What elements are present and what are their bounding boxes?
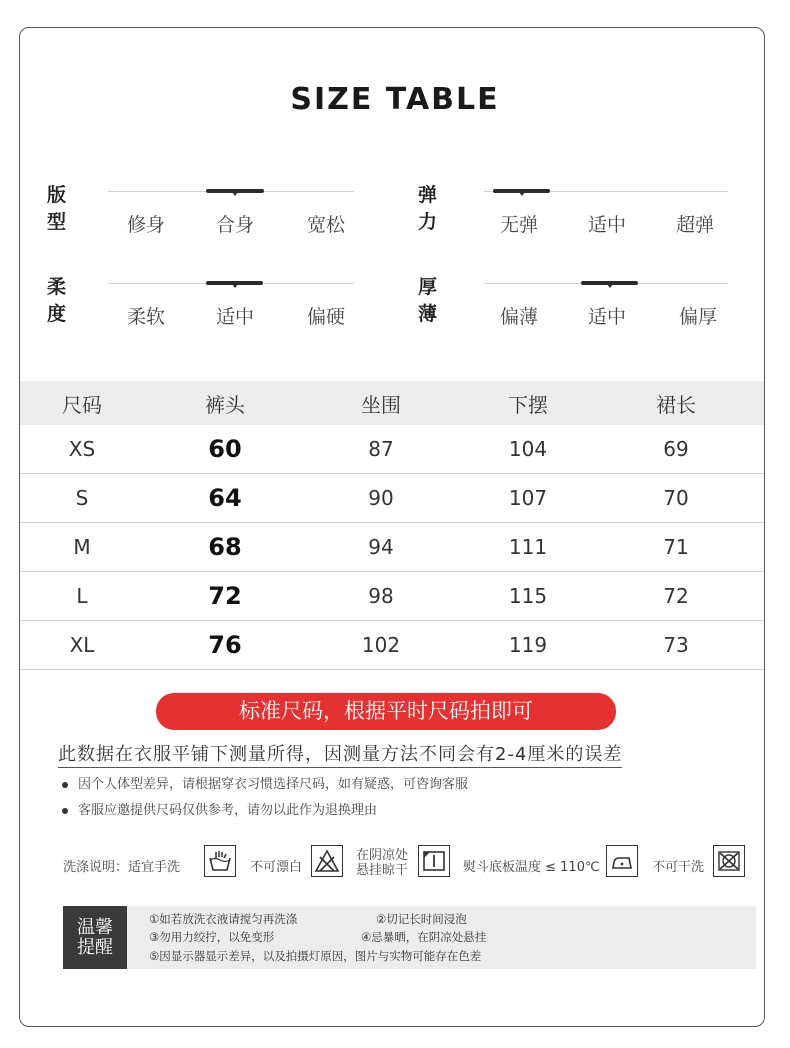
- bullet-dot: [62, 808, 68, 814]
- hip-cell: 102: [361, 633, 401, 657]
- table-row: [20, 474, 764, 523]
- tip-item: ③勿用力绞拧，以免变形: [149, 930, 275, 944]
- bullet-text: 因个人体型差异，请根据穿衣习惯选择尺码，如有疑惑，可咨询客服: [78, 777, 469, 792]
- no-dry-clean-icon: [713, 845, 745, 877]
- iron-icon: [606, 845, 638, 877]
- size-cell: XS: [68, 437, 96, 461]
- hip-cell: 87: [368, 437, 394, 461]
- washing-label-text: 洗涤说明：: [63, 860, 129, 875]
- length-cell: 71: [663, 535, 689, 559]
- attribute-label: 柔度: [47, 276, 67, 325]
- attribute-option: 适中: [587, 306, 626, 328]
- header-hem: 下摆: [508, 392, 548, 417]
- washing-text: 适宜手洗: [128, 860, 181, 875]
- waist-cell: 68: [208, 533, 242, 561]
- attribute-option: 柔软: [126, 306, 165, 328]
- scale-marker: [206, 189, 264, 193]
- waist-cell: 64: [208, 484, 242, 512]
- hem-cell: 104: [508, 437, 548, 461]
- waist-cell: 72: [208, 582, 242, 610]
- attribute-option: 偏硬: [306, 306, 345, 328]
- measurement-note: 此数据在衣服平铺下测量所得，因测量方法不同会有2-4厘米的误差: [58, 740, 622, 768]
- tip-item: ②切记长时间浸泡: [376, 912, 467, 926]
- attribute-option: 合身: [215, 214, 254, 236]
- tip-item: ④忌暴晒，在阴凉处悬挂: [361, 930, 487, 944]
- hem-cell: 111: [508, 535, 548, 559]
- washing-text-line: 在阴凉处: [356, 848, 409, 863]
- length-cell: 73: [663, 633, 689, 657]
- table-row: [20, 425, 764, 474]
- size-table: [20, 381, 764, 670]
- scale-marker: [206, 281, 263, 285]
- hem-cell: 119: [508, 633, 548, 657]
- size-cell: XL: [69, 633, 95, 657]
- washing-text: 不可干洗: [652, 860, 705, 875]
- bullet-item: [62, 799, 377, 818]
- hem-cell: 115: [508, 584, 548, 608]
- attribute-option: 偏厚: [678, 306, 717, 328]
- attribute-option: 无弹: [499, 214, 538, 236]
- bullet-item: [62, 773, 468, 792]
- header-waist: 裤头: [205, 392, 245, 417]
- washing-text: [356, 848, 408, 878]
- table-header: [20, 381, 764, 425]
- scale-marker: [581, 281, 638, 285]
- table-row: [20, 523, 764, 572]
- hand-wash-icon: [204, 845, 236, 877]
- tips-label-line: 温馨: [77, 916, 113, 938]
- hip-cell: 94: [368, 535, 394, 559]
- size-cell: L: [76, 584, 88, 608]
- tip-item: ①如若放洗衣液请搅匀再洗涤: [149, 912, 298, 926]
- attribute-option: 适中: [215, 306, 254, 328]
- attribute-option: 宽松: [306, 214, 345, 236]
- washing-text: 不可漂白: [250, 860, 303, 875]
- table-row: [20, 572, 764, 621]
- shade-dry-icon: [418, 845, 450, 877]
- size-advice-banner: 标准尺码，根据平时尺码拍即可: [156, 693, 616, 730]
- washing-label: [63, 856, 180, 875]
- attribute-label: 厚薄: [418, 276, 438, 325]
- size-cell: S: [75, 486, 89, 510]
- attribute-label: 弹力: [418, 184, 438, 233]
- size-cell: M: [73, 535, 91, 559]
- header-hip: 坐围: [361, 392, 401, 417]
- tips-label: [63, 906, 127, 969]
- header-size: 尺码: [62, 392, 102, 417]
- page-title: SIZE TABLE: [290, 82, 500, 117]
- tips-label-line: 提醒: [77, 936, 113, 958]
- attribute-option: 适中: [587, 214, 626, 236]
- bullet-text: 客服应邀提供尺码仅供参考，请勿以此作为退换理由: [78, 803, 378, 818]
- length-cell: 69: [663, 437, 689, 461]
- washing-instructions: [0, 845, 790, 881]
- table-row: [20, 621, 764, 670]
- header-skirt-length: 裙长: [656, 392, 696, 417]
- washing-text: 熨斗底板温度 ≤ 110℃: [463, 860, 600, 875]
- attribute-label: 版型: [47, 184, 67, 233]
- attribute-option: 超弹: [675, 214, 714, 236]
- scale-marker: [493, 189, 550, 193]
- bullet-dot: [62, 782, 68, 788]
- attribute-option: 修身: [126, 214, 165, 236]
- hem-cell: 107: [508, 486, 548, 510]
- hip-cell: 90: [368, 486, 394, 510]
- no-bleach-icon: [311, 845, 343, 877]
- care-tips: [63, 906, 756, 969]
- attribute-option: 偏薄: [499, 306, 538, 328]
- length-cell: 72: [663, 584, 689, 608]
- length-cell: 70: [663, 486, 689, 510]
- tip-item: ⑤因显示器显示差异，以及拍摄灯原因，图片与实物可能存在色差: [149, 949, 482, 963]
- hip-cell: 98: [368, 584, 394, 608]
- washing-text-line: 悬挂晾干: [356, 863, 409, 878]
- waist-cell: 60: [208, 435, 242, 463]
- waist-cell: 76: [208, 631, 242, 659]
